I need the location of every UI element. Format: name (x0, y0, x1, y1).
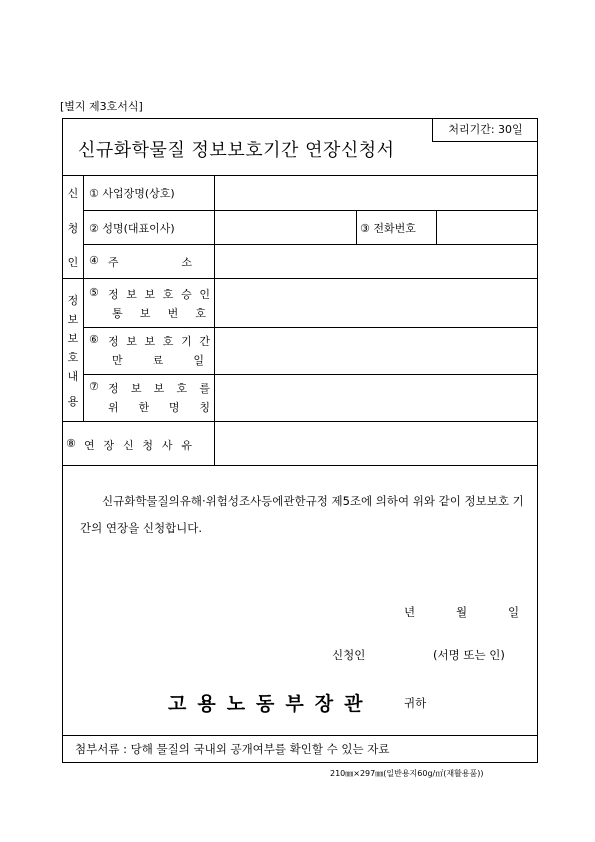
item5-marker: ⑤ (89, 286, 99, 299)
representative-name-field[interactable] (216, 212, 354, 243)
date-year: 년 (404, 605, 416, 619)
approval-notice-number-label: 정 보 보 호 승 인 (108, 288, 210, 301)
protection-name-label: 정 보 보 호 를 (108, 382, 210, 395)
business-name-label: ① 사업장명(상호) (89, 187, 175, 200)
attachment-divider (62, 735, 538, 736)
form-number-label: [별지 제3호서식] (60, 100, 143, 113)
protection-group-char: 정 (67, 294, 79, 307)
address-field[interactable] (216, 246, 536, 277)
protection-expiry-label: 정 보 보 호 기 간 (108, 335, 210, 348)
addressee-suffix: 귀하 (404, 696, 427, 710)
date-day: 일 (508, 605, 520, 619)
item8-marker: ⑧ (66, 437, 76, 450)
phone-label: ③ 전화번호 (360, 222, 416, 235)
group-column-divider (83, 175, 84, 421)
attachment-note: 첨부서류 : 당해 물질의 국내외 공개여부를 확인할 수 있는 자료 (75, 742, 390, 756)
applicant-group-char: 청 (67, 222, 79, 235)
address-marker: ④ (89, 254, 99, 267)
protection-expiry-field[interactable] (216, 329, 536, 373)
applicant-sign-label: 신청인 (332, 648, 366, 662)
date-month: 월 (456, 605, 468, 619)
representative-name-label: ② 성명(대표이사) (89, 222, 175, 235)
protection-expiry-label-line2: 만 료 일 (112, 354, 204, 367)
paper-spec-footer: 210㎜×297㎜(일반용지60g/㎡(재활용품)) (330, 769, 484, 778)
protection-group-char: 보 (67, 332, 79, 345)
address-label: 주 소 (108, 256, 192, 269)
phone-label-right-divider (436, 210, 437, 244)
phone-field[interactable] (438, 212, 536, 243)
signature-note: (서명 또는 인) (433, 648, 505, 662)
business-name-field[interactable] (216, 177, 536, 209)
row-divider-2 (83, 244, 538, 245)
applicant-group-char: 인 (67, 256, 79, 269)
approval-notice-number-label-line2: 통 보 번 호 (112, 307, 206, 320)
application-statement: 신규화학물질의유해·위험성조사등에관한규정 제5조에 의하여 위와 같이 정보보호 기간의 연장을 신청합니다. (80, 494, 524, 535)
protection-group-char: 내 (67, 370, 79, 383)
protection-name-field[interactable] (216, 376, 536, 420)
row-divider-1 (83, 210, 538, 211)
title-divider (62, 175, 538, 176)
row-divider-4 (83, 374, 538, 375)
processing-period-box: 처리기간: 30일 (432, 118, 538, 142)
extension-reason-field[interactable] (216, 423, 536, 464)
extension-reason-label: 연 장 신 청 사 유 (84, 439, 192, 452)
section-divider-2 (62, 421, 538, 422)
approval-notice-number-field[interactable] (216, 280, 536, 326)
section-divider-3 (62, 465, 538, 466)
protection-name-label-line2: 위 한 명 칭 (108, 401, 210, 414)
label-column-divider (214, 175, 215, 465)
row-divider-3 (83, 327, 538, 328)
protection-group-char: 용 (67, 395, 79, 408)
phone-label-left-divider (356, 210, 357, 244)
item6-marker: ⑥ (89, 333, 99, 346)
protection-group-char: 호 (67, 351, 79, 364)
section-divider-1 (62, 278, 538, 279)
applicant-group-char: 신 (67, 187, 79, 200)
form-title: 신규화학물질 정보보호기간 연장신청서 (78, 140, 395, 161)
item7-marker: ⑦ (89, 380, 99, 393)
minister-addressee: 고용노동부장관 (168, 693, 374, 715)
protection-group-char: 보 (67, 313, 79, 326)
